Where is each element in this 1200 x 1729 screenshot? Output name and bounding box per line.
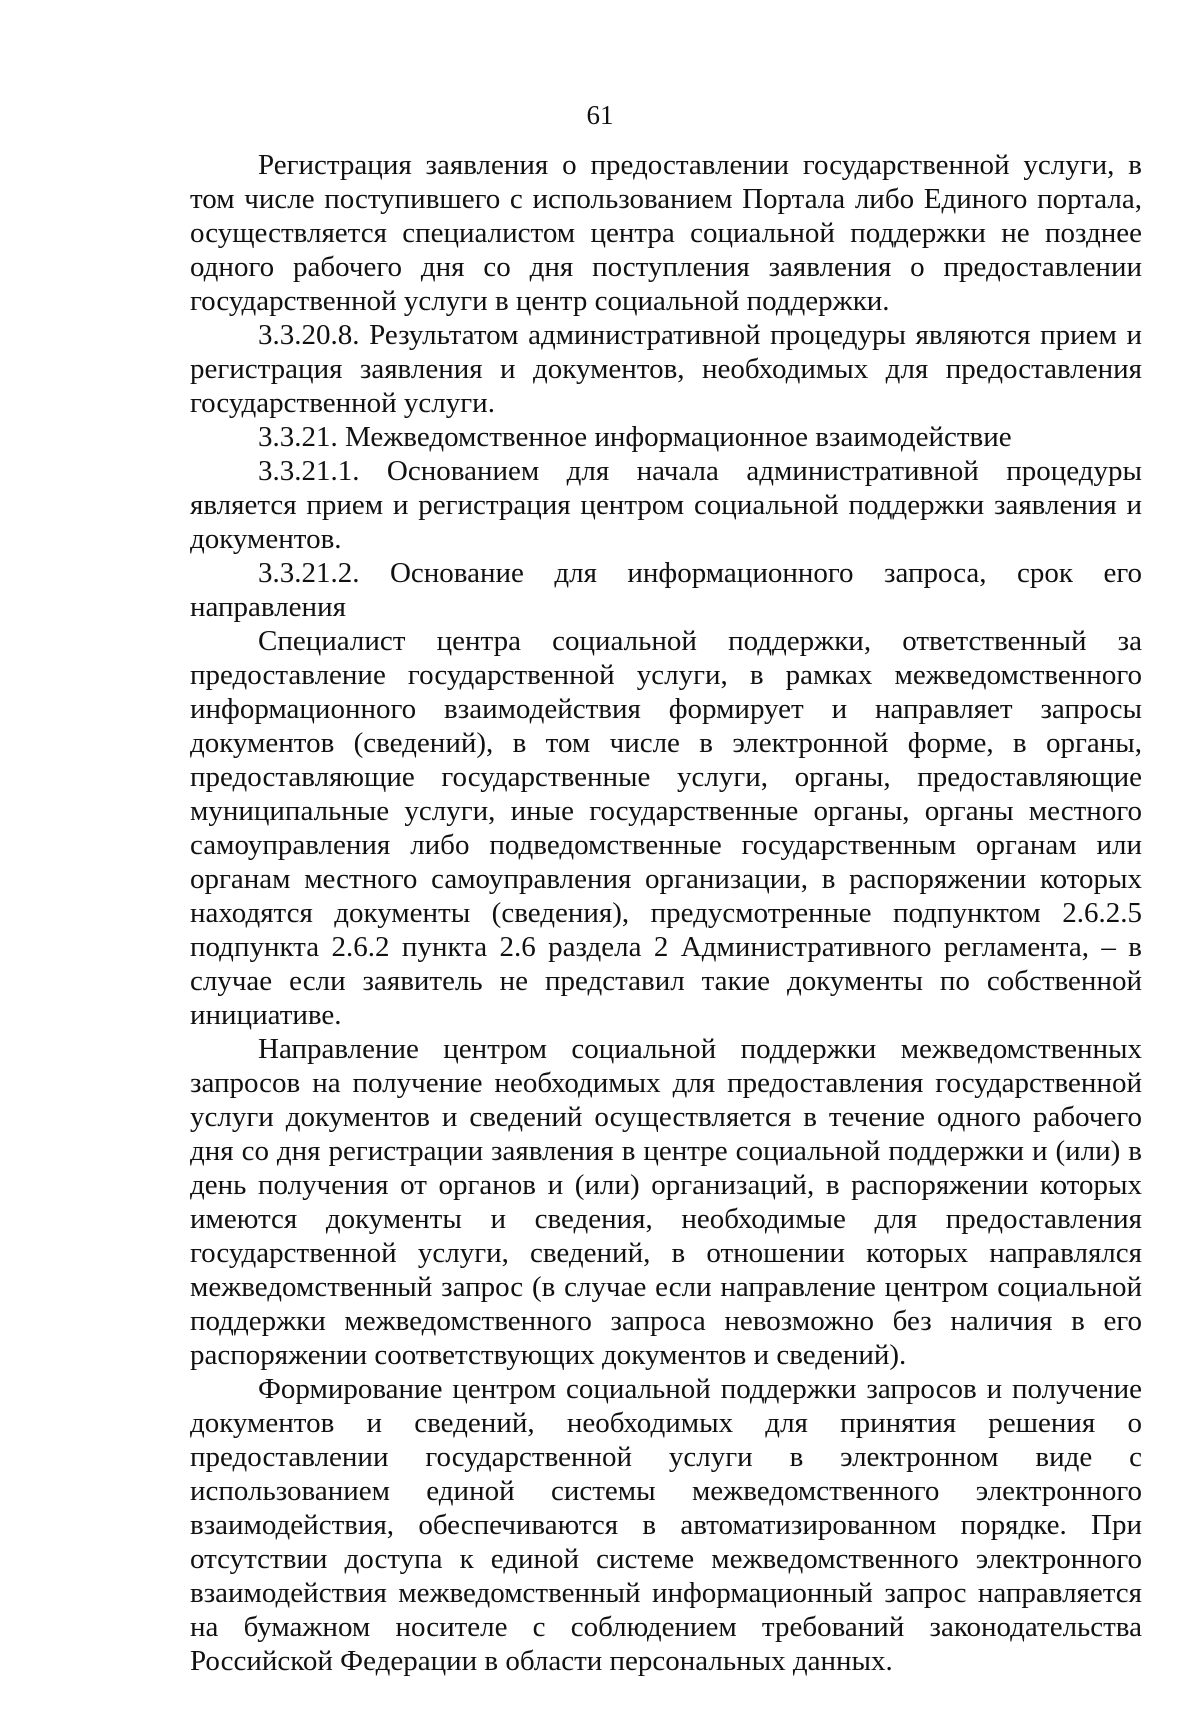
text-line: Направление центром социальной поддержки межведомственных xyxy=(258,1033,1142,1065)
text-line: Российской Федерации в области персональных данных. xyxy=(190,1645,893,1677)
text-line: документов. xyxy=(190,523,342,555)
section-heading-text: 3.3.21. Межведомственное информационное взаимодействие xyxy=(258,421,1012,453)
text-line: день получения от органов и (или) организаций, в распоряжении которых xyxy=(190,1169,1142,1201)
text-line: информационного взаимодействия формирует и направляет запросы xyxy=(190,693,1142,725)
text-line: предоставление государственной услуги, в рамках межведомственного xyxy=(190,659,1142,691)
text-line: межведомственный запрос (в случае если направление центром социальной xyxy=(190,1271,1142,1303)
text-line: находятся документы (сведения), предусмотренные подпунктом 2.6.2.5 xyxy=(190,897,1142,929)
text-line: 3.3.21.1. Основанием для начала административной процедуры xyxy=(258,455,1142,487)
text-line: поддержки межведомственного запроса невозможно без наличия в его xyxy=(190,1305,1142,1337)
paragraph-3-3-21-2 xyxy=(190,556,1142,624)
text-line: на бумажном носителе с соблюдением требований законодательства xyxy=(190,1611,1142,1643)
text-line: одного рабочего дня со дня поступления заявления о предоставлении xyxy=(190,251,1142,283)
paragraph-electronic-interaction xyxy=(190,1372,1142,1678)
text-line: самоуправления либо подведомственные государственным органам или xyxy=(190,829,1142,861)
text-line: случае если заявитель не представил такие документы по собственной xyxy=(190,965,1142,997)
text-line: 3.3.20.8. Результатом административной процедуры являются прием и xyxy=(258,319,1142,351)
text-line: осуществляется специалистом центра социальной поддержки не позднее xyxy=(190,217,1142,249)
text-line: Формирование центром социальной поддержки запросов и получение xyxy=(258,1373,1142,1405)
text-line: является прием и регистрация центром социальной поддержки заявления и xyxy=(190,489,1142,521)
text-line: том числе поступившего с использованием Портала либо Единого портала, xyxy=(190,183,1142,215)
text-line: направления xyxy=(190,591,346,623)
text-line: распоряжении соответствующих документов и сведений). xyxy=(190,1339,907,1371)
text-line: использованием единой системы межведомственного электронного xyxy=(190,1475,1142,1507)
text-line: имеются документы и сведения, необходимые для предоставления xyxy=(190,1203,1142,1235)
text-line: муниципальные услуги, иные государственные органы, органы местного xyxy=(190,795,1142,827)
text-line: регистрация заявления и документов, необходимых для предоставления xyxy=(190,353,1142,385)
text-line: предоставлении государственной услуги в электронном виде с xyxy=(190,1441,1142,1473)
document-body xyxy=(190,148,1142,1678)
text-line: отсутствии доступа к единой системе межведомственного электронного xyxy=(190,1543,1142,1575)
paragraph-registration xyxy=(190,148,1142,318)
text-line: Регистрация заявления о предоставлении государственной услуги, в xyxy=(258,149,1142,181)
text-line: документов (сведений), в том числе в электронной форме, в органы, xyxy=(190,727,1142,759)
text-line: Специалист центра социальной поддержки, ответственный за xyxy=(258,625,1142,657)
paragraph-3-3-21-1 xyxy=(190,454,1142,556)
page-number: 61 xyxy=(586,100,614,130)
text-line: 3.3.21.2. Основание для информационного запроса, срок его xyxy=(258,557,1142,589)
text-line: государственной услуги. xyxy=(190,387,495,419)
text-line: запросов на получение необходимых для предоставления государственной xyxy=(190,1067,1142,1099)
text-line: государственной услуги, сведений, в отношении которых направлялся xyxy=(190,1237,1142,1269)
text-line: взаимодействия межведомственный информационный запрос направляется xyxy=(190,1577,1142,1609)
text-line: инициативе. xyxy=(190,999,342,1031)
text-line: взаимодействия, обеспечиваются в автоматизированном порядке. При xyxy=(190,1509,1142,1541)
text-line: дня со дня регистрации заявления в центре социальной поддержки и (или) в xyxy=(190,1135,1142,1167)
text-line: органам местного самоуправления организации, в распоряжении которых xyxy=(190,863,1142,895)
section-heading-3-3-21 xyxy=(190,420,1142,454)
paragraph-specialist xyxy=(190,624,1142,1032)
text-line: государственной услуги в центр социальной поддержки. xyxy=(190,285,890,317)
text-line: документов и сведений, необходимых для принятия решения о xyxy=(190,1407,1142,1439)
paragraph-interagency-requests xyxy=(190,1032,1142,1372)
paragraph-3-3-20-8 xyxy=(190,318,1142,420)
text-line: предоставляющие государственные услуги, органы, предоставляющие xyxy=(190,761,1142,793)
text-line: услуги документов и сведений осуществляется в течение одного рабочего xyxy=(190,1101,1142,1133)
text-line: подпункта 2.6.2 пункта 2.6 раздела 2 Административного регламента, – в xyxy=(190,931,1142,963)
